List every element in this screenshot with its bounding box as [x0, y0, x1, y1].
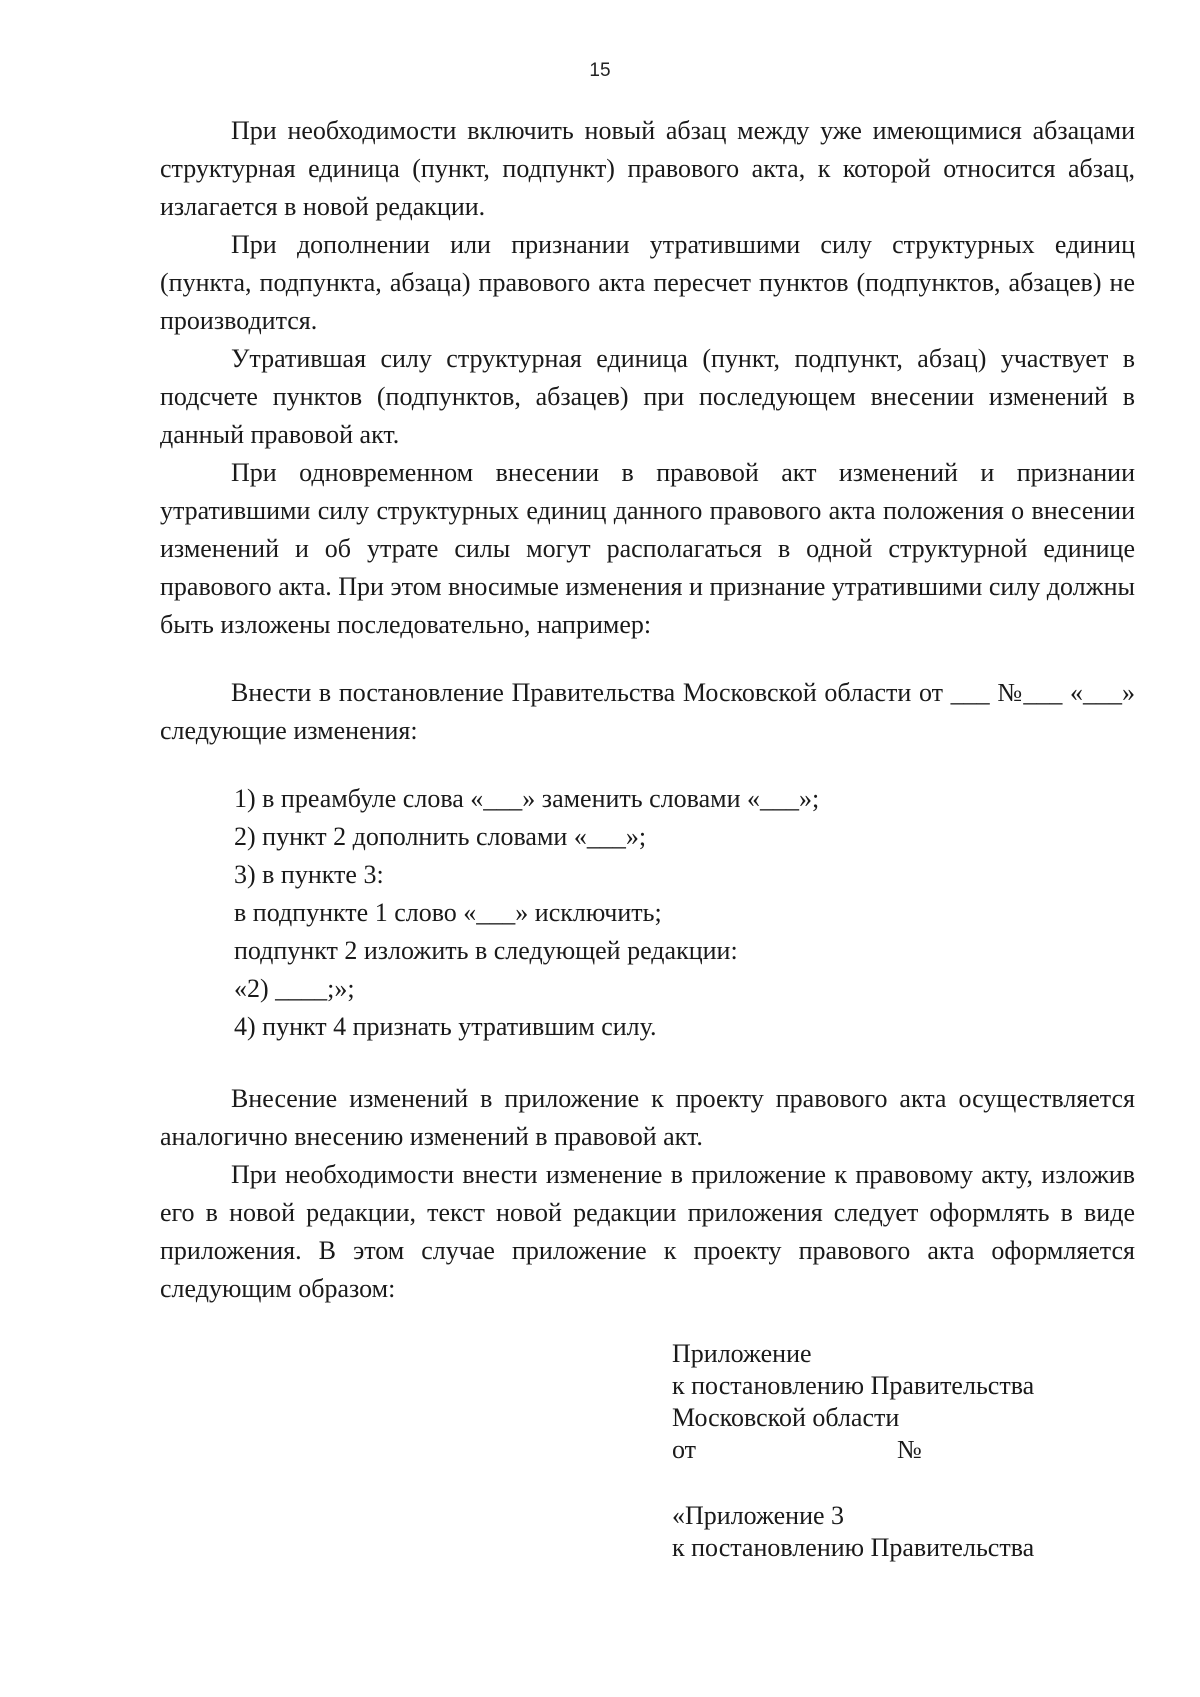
annex-line-resolution: к постановлению Правительства: [672, 1371, 1035, 1400]
list-item: 1) в преамбуле слова «___» заменить словами «___»;: [234, 784, 820, 813]
paragraph-lost-force-unit: Утратившая силу структурная единица (пункт, подпункт, абзац) участвует в подсчете пунктов (подпунктов, абзацев) при последующем внесении изменений в данный правовой акт.: [160, 344, 1135, 449]
list-item: подпункт 2 изложить в следующей редакции:: [234, 936, 738, 965]
list-item: 2) пункт 2 дополнить словами «___»;: [234, 822, 647, 851]
list-item: «2) ____;»;: [234, 974, 355, 1003]
paragraph-no-renumbering: При дополнении или признании утратившими силу структурных единиц (пункта, подпункта, абзаца) правового акта пересчет пунктов (подпунктов, абзацев) не производится.: [160, 230, 1135, 335]
example-list: [160, 780, 1135, 1046]
annex-number-label: №: [897, 1435, 922, 1464]
paragraph-annex-new-edition: При необходимости внести изменение в приложение к правовому акту, изложив его в новой редакции, текст новой редакции приложения следует оформлять в виде приложения. В этом случае приложение к проекту правового акта оформляется следующим образом:: [160, 1160, 1135, 1303]
paragraph-simultaneous-changes: При одновременном внесении в правовой акт изменений и признании утратившими силу структурных единиц данного правового акта положения о внесении изменений и об утрате силы могут располагаться в одной структурной единице правового акта. При этом вносимые изменения и признание утратившими силу должны быть изложены последовательно, например:: [160, 458, 1135, 639]
paragraph-annex-changes: Внесение изменений в приложение к проекту правового акта осуществляется аналогично внесению изменений в правовой акт.: [160, 1084, 1135, 1151]
list-item: в подпункте 1 слово «___» исключить;: [234, 898, 662, 927]
annex-line-region: Московской области: [672, 1403, 900, 1432]
annex-line-appendix-3: «Приложение 3: [672, 1501, 845, 1530]
annex-date-label: от: [672, 1435, 697, 1464]
paragraph-new-abzac: При необходимости включить новый абзац между уже имеющимися абзацами структурная единица (пункт, подпункт) правового акта, к которой относится абзац, излагается в новой редакции.: [160, 116, 1135, 221]
annex-line-date-number: [672, 1434, 1132, 1466]
page-number: 15: [589, 60, 611, 81]
list-item: 3) в пункте 3:: [234, 860, 384, 889]
annex-heading-block: [672, 1338, 1132, 1564]
list-item: 4) пункт 4 признать утратившим силу.: [234, 1012, 657, 1041]
annex-gap: [672, 1466, 1132, 1500]
after-list-section: [160, 1080, 1135, 1308]
annex-line-resolution-2: к постановлению Правительства: [672, 1533, 1035, 1562]
example-intro: Внести в постановление Правительства Московской области от ___ №___ «___» следующие изменения:: [160, 678, 1135, 745]
annex-line-title: Приложение: [672, 1339, 812, 1368]
body-text: [160, 112, 1135, 1308]
